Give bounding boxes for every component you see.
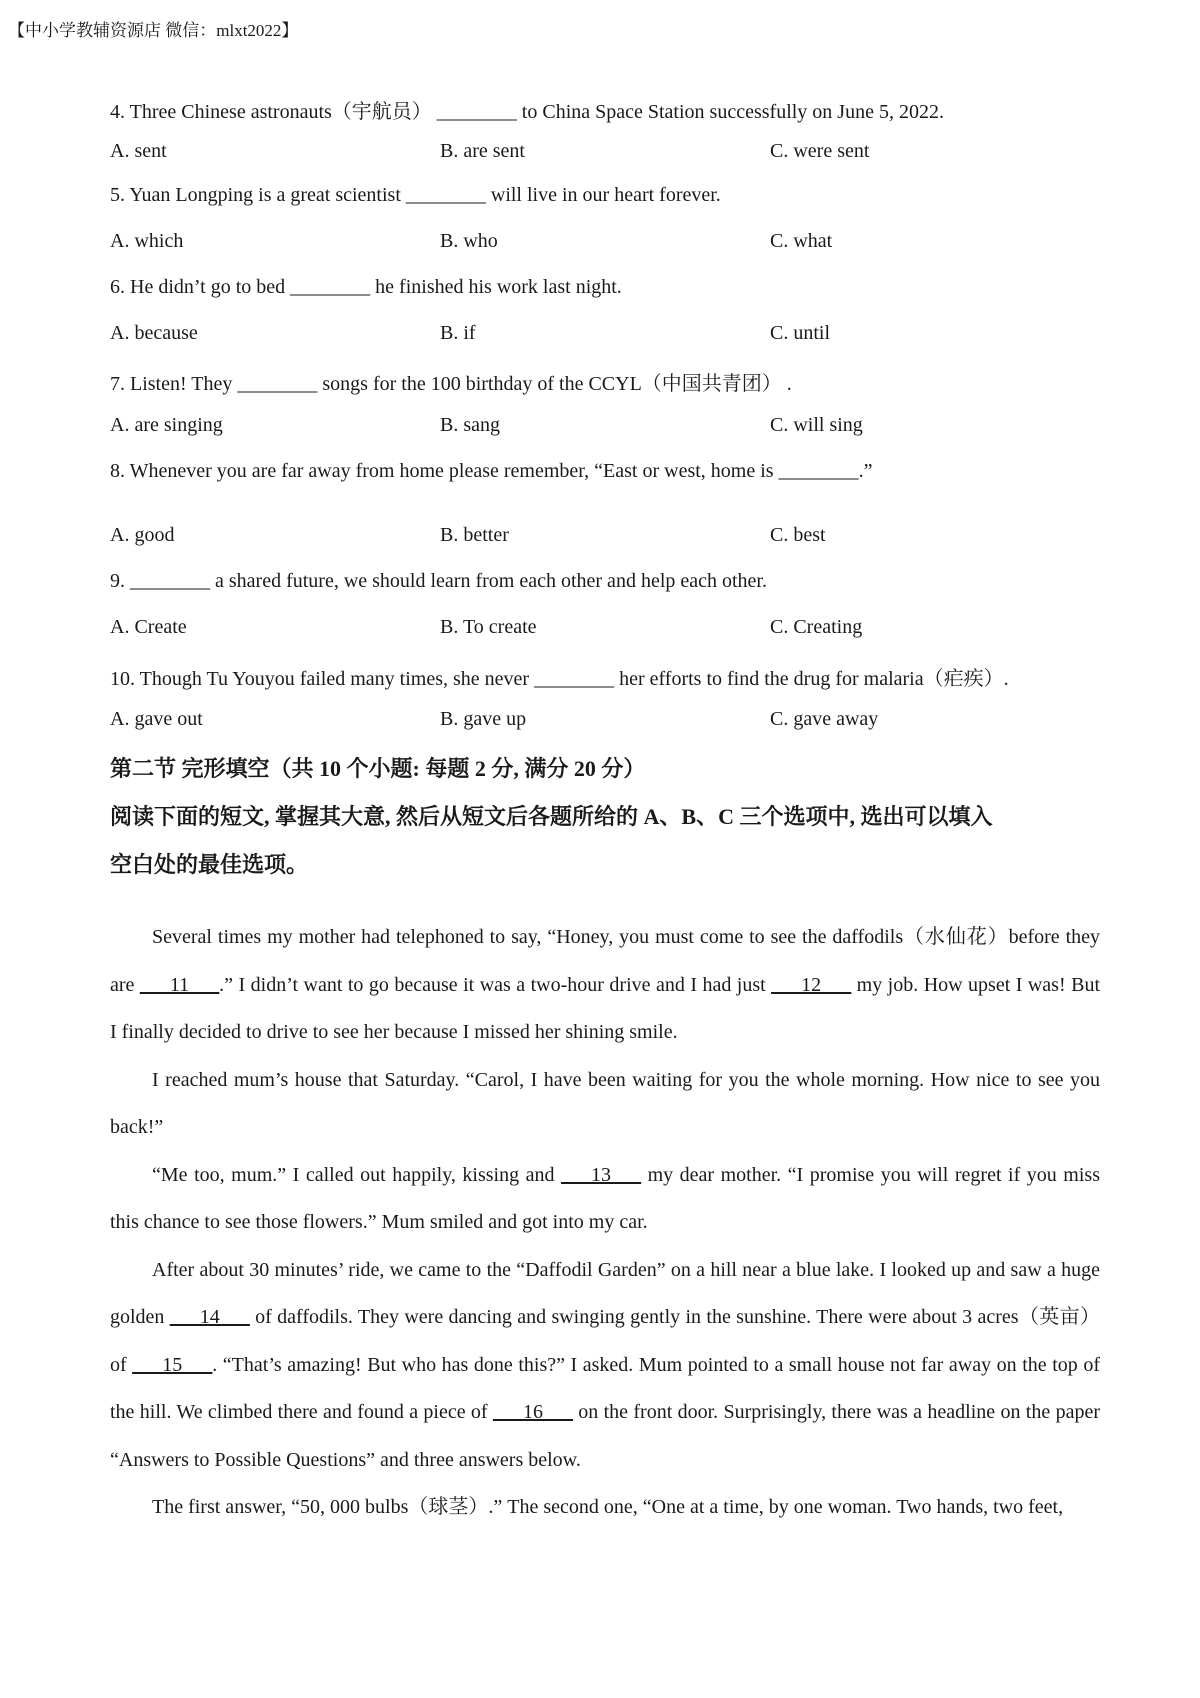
question-10-option-c: C. gave away xyxy=(770,708,879,730)
question-4-option-b: B. are sent xyxy=(440,140,525,162)
question-10-option-b: B. gave up xyxy=(440,708,527,730)
question-8-stem: 8. Whenever you are far away from home please remember, “East or west, home is ________.” xyxy=(110,460,873,482)
question-5-option-b: B. who xyxy=(440,230,498,252)
question-7-stem: 7. Listen! They ________ songs for the 100 birthday of the CCYL（中国共青团） . xyxy=(110,373,792,395)
passage-paragraph-3: “Me too, mum.” I called out happily, kissing and ___13___ my dear mother. “I promise you will regret if you miss this chance to see those flowers.” Mum smiled and got into my car. xyxy=(110,1163,1100,1233)
question-10-option-a: A. gave out xyxy=(110,708,203,730)
blank-11: ___11___ xyxy=(139,973,220,996)
passage-paragraph-1: Several times my mother had telephoned to say, “Honey, you must come to see the daffodils（水仙花）before they are ___11___.” I didn’t want to go because it was a two-hour drive and I had just ___12___ my job. How upset I was! But I finally decided to drive to see her because I missed her shining smile. xyxy=(110,926,1100,1043)
question-6-stem: 6. He didn’t go to bed ________ he finished his work last night. xyxy=(110,276,622,298)
passage-paragraph-2: I reached mum’s house that Saturday. “Carol, I have been waiting for you the whole morning. How nice to see you back!” xyxy=(110,1068,1100,1138)
blank-12: ___12___ xyxy=(771,973,852,996)
section-instruction-line-2: 空白处的最佳选项。 xyxy=(110,852,309,877)
question-7-option-c: C. will sing xyxy=(770,414,863,436)
question-5-option-c: C. what xyxy=(770,230,833,252)
section-instruction-line-1: 阅读下面的短文, 掌握其大意, 然后从短文后各题所给的 A、B、C 三个选项中, 选出可以填入 xyxy=(110,804,993,829)
cloze-passage xyxy=(110,914,1100,1532)
question-8-option-b: B. better xyxy=(440,524,509,546)
blank-13: ___13___ xyxy=(561,1163,642,1186)
blank-15: ___15___ xyxy=(132,1353,213,1376)
question-6-option-c: C. until xyxy=(770,322,831,344)
page-header-watermark: 【中小学教辅资源店 微信：mlxt2022】 xyxy=(8,21,299,40)
question-8-option-a: A. good xyxy=(110,524,175,546)
question-7-option-a: A. are singing xyxy=(110,414,223,436)
blank-16: ___16___ xyxy=(492,1401,573,1423)
passage-paragraph-5: The first answer, “50, 000 bulbs（球茎）.” The second one, “One at a time, by one woman. Two hands, two feet, xyxy=(152,1496,1064,1518)
question-10-stem: 10. Though Tu Youyou failed many times, she never ________ her efforts to find the drug for malaria（疟疾）. xyxy=(110,668,1009,690)
question-8-option-c: C. best xyxy=(770,524,826,546)
question-4-stem: 4. Three Chinese astronauts（宇航员） ________ to China Space Station successfully on June 5, 2022. xyxy=(110,101,944,123)
question-4-option-a: A. sent xyxy=(110,140,167,162)
question-5-stem: 5. Yuan Longping is a great scientist ________ will live in our heart forever. xyxy=(110,184,721,206)
question-6-option-b: B. if xyxy=(440,322,476,344)
question-6-option-a: A. because xyxy=(110,322,198,344)
section-title: 第二节 完形填空（共 10 个小题: 每题 2 分, 满分 20 分） xyxy=(110,756,646,781)
question-9-stem: 9. ________ a shared future, we should learn from each other and help each other. xyxy=(110,570,767,592)
question-9-option-c: C. Creating xyxy=(770,616,863,638)
blank-14: ___14___ xyxy=(169,1306,250,1328)
question-7-option-b: B. sang xyxy=(440,414,500,436)
question-5-option-a: A. which xyxy=(110,230,184,252)
question-9-option-a: A. Create xyxy=(110,616,187,638)
question-9-option-b: B. To create xyxy=(440,616,537,638)
question-4-option-c: C. were sent xyxy=(770,140,870,162)
passage-paragraph-4: After about 30 minutes’ ride, we came to the “Daffodil Garden” on a hill near a blue lake. I looked up and saw a huge golden ___14___ of daffodils. They were dancing and swinging gently in the sunshine. There were about 3 acres（英亩）of ___15___. “That’s amazing! But who has done this?” I asked. Mum pointed to a small house not far away on the top of the hill. We climbed there and found a piece of ___16___ on the front door. Surprisingly, there was a headline on the paper “Answers to Possible Questions” and three answers below. xyxy=(110,1258,1101,1471)
